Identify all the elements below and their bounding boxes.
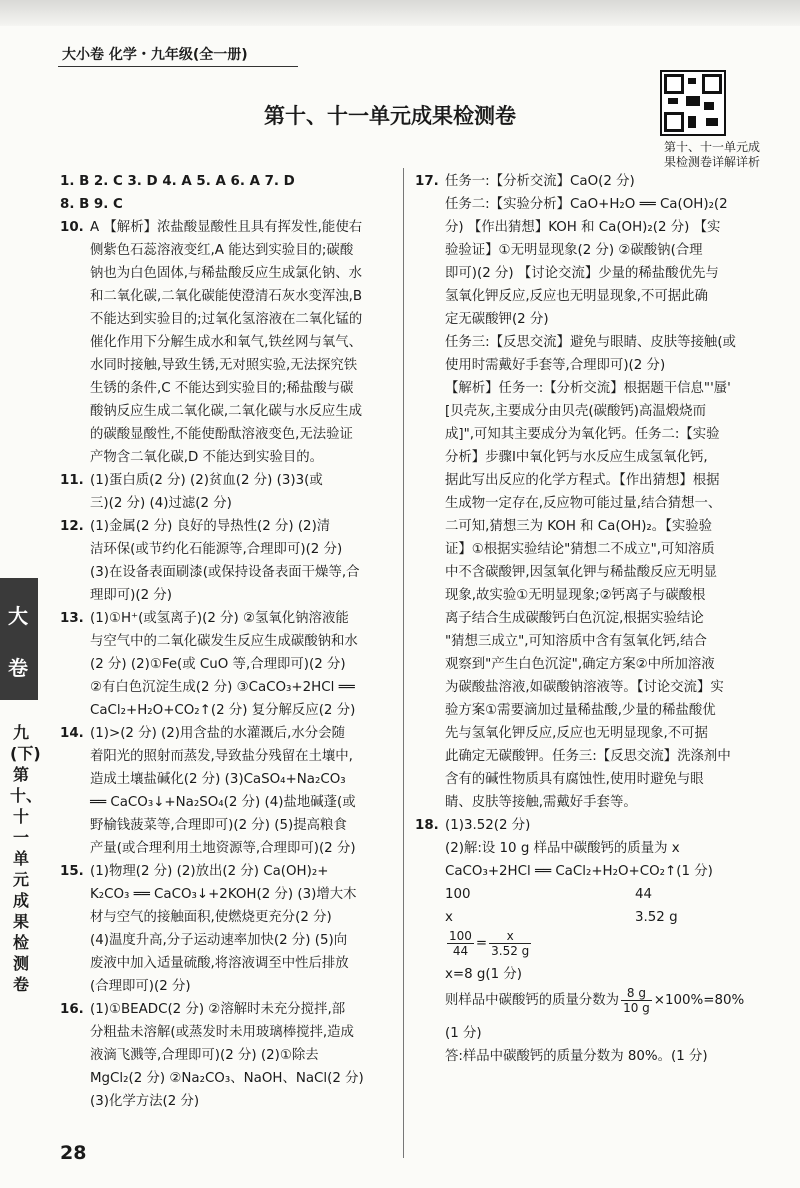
- proportion-equation: $\frac{100}{44}$ = $\frac{x}{3.52 g}$: [449, 929, 530, 958]
- qr-caption: 第十、十一单元成 果检测卷详解详析: [663, 140, 760, 169]
- percentage-line: 则样品中碳酸钙的质量分数为 $\frac{8 g}{10 g}$ ×100%=80%: [445, 986, 745, 1015]
- book-header: 大小卷 化学・九年级(全一册): [62, 47, 248, 63]
- question-13: 13. (1)①H⁺(或氢离子)(2 分) ②氢氧化钠溶液能 与空气中的二氧化碳发生反应生成碳酸钠和水 (2 分) (2)①Fe(或 CuO 等,合理即可)(2 分) ②有白色沉淀生成(2 分) ③CaCO₃+2HCl ══ CaCl₂+H₂O+CO₂↑(2 分) 复分解反应(2 分): [60, 611, 358, 718]
- scan-edge: [0, 0, 800, 26]
- qr-code-icon[interactable]: [660, 70, 726, 136]
- right-column: [415, 170, 760, 1068]
- mass-row: x 3.52 g: [445, 910, 678, 925]
- question-15: 15. (1)物理(2 分) (2)放出(2 分) Ca(OH)₂+ K₂CO₃ ══ CaCO₃↓+2KOH(2 分) (3)增大木 材与空气的接触面积,使燃烧更充分(2 分) (4)温度升高,分子运动速率加快(2 分) (5)向 废液中加入适量硫酸,将溶液调至中性后排放 (合理即可)(2 分): [60, 864, 357, 994]
- page-number: 28: [60, 1142, 87, 1164]
- side-vertical-label: 九(下) 第十、十一单元成果检测卷: [10, 723, 43, 994]
- molar-mass-row: 100 44: [445, 887, 653, 902]
- mc-answers-1: 1. B 2. C 3. D 4. A 5. A 6. A 7. D: [60, 174, 295, 189]
- side-tab: 大 卷: [0, 578, 38, 700]
- question-17: 17. 任务一:【分析交流】CaO(2 分) 任务二:【实验分析】CaO+H₂O ══ Ca(OH)₂(2 分) 【作出猜想】KOH 和 Ca(OH)₂(2 分) 【实 验验证】①无明显现象(2 分) ②碳酸钠(合理 即可)(2 分) 【讨论交流】少量的稀盐酸优先与 氢氧化钾反应,反应也无明显现象,不可据此确 定无碳酸钾(2 分) 任务三:【反思交流】避免与眼睛、皮肤等接触(或 使用时需戴好手套等,合理即可)(2 分) 【解析】任务一:【分析交流】根据题干信息"'蜃' [贝壳灰,主要成分由贝壳(碳酸钙)高温煅烧而 成]",可知其主要成分为氧化钙。任务二:【实验 分析】步骤Ⅰ中氧化钙与水反应生成氢氧化钙, 据此写出反应的化学方程式。【作出猜想】根据 生成物一定存在,反应物可能过量,结合猜想一、 二可知,猜想三为 KOH 和 Ca(OH)₂。【实验验 证】①根据实验结论"猜想二不成立",可知溶质 中不含碳酸钾,因氢氧化钾与稀盐酸反应无明显 现象,故实验①无明显现象;②钙离子与碳酸根 离子结合生成碳酸钙白色沉淀,根据实验结论 "猜想三成立",可知溶质中含有氢氧化钙,结合 观察到"产生白色沉淀",确定方案②中所加溶液 为碳酸盐溶液,如碳酸钠溶液等。【讨论交流】实 验方案①需要滴加过量稀盐酸,少量的稀盐酸优 先与氢氧化钾反应,反应也无明显现象,不可据 此确定无碳酸钾。任务三:【反思交流】洗涤剂中 含有的碱性物质具有腐蚀性,使用时避免与眼 睛、皮肤等接触,需戴好手套等。: [415, 174, 736, 810]
- left-column: [60, 170, 390, 1113]
- question-14: 14. (1)>(2 分) (2)用含盐的水灌溉后,水分会随 着阳光的照射而蒸发,导致盐分残留在土壤中, 造成土壤盐碱化(2 分) (3)CaSO₄+Na₂CO₃ ══ CaCO₃↓+Na₂SO₄(2 分) (4)盐地碱蓬(或 野榆钱菠菜等,合理即可)(2 分) (5)提高粮食 产量(或合理利用土地资源等,合理即可)(2 分): [60, 726, 356, 856]
- column-divider: [403, 168, 404, 1158]
- question-18: 18. (1)3.52(2 分) (2)解:设 10 g 样品中碳酸钙的质量为 x CaCO₃+2HCl ══ CaCl₂+H₂O+CO₂↑(1 分) 100 44 x 3.52 g $\frac{100}{44}$ = $\frac{x}{3.52 g}$ x=8 g(1 分) 则样品中碳酸钙的质量分数为 $\frac{8 g}{10 g}$ ×100%=80% (1 分) 答:样品中碳酸钙的质量分数为 80%。(1 分): [415, 814, 760, 1068]
- question-16: 16. (1)①BEADC(2 分) ②溶解时未充分搅拌,部 分粗盐未溶解(或蒸发时未用玻璃棒搅拌,造成 液滴飞溅等,合理即可)(2 分) (2)①除去 MgCl₂(2 分) ②Na₂CO₃、NaOH、NaCl(2 分) (3)化学方法(2 分): [60, 1002, 364, 1109]
- page-title: 第十、十一单元成果检测卷: [264, 104, 516, 128]
- header-rule: [58, 66, 298, 67]
- question-10: 10. A 【解析】浓盐酸显酸性且具有挥发性,能使右 侧紫色石蕊溶液变红,A 能达到实验目的;碳酸 钠也为白色固体,与稀盐酸反应生成氯化钠、水 和二氧化碳,二氧化碳能使澄清石灰水变浑浊,B 不能达到实验目的;过氧化氢溶液在二氧化锰的 催化作用下分解生成水和氧气,铁丝网与氧气、 水同时接触,导致生锈,无对照实验,无法探究铁 生锈的条件,C 不能达到实验目的;稀盐酸与碳 酸钠反应生成二氧化碳,二氧化碳与水反应生成 的碳酸显酸性,不能使酚酞溶液变色,无法验证 产物含二氧化碳,D 不能达到实验目的。: [60, 220, 363, 465]
- question-12: 12. (1)金属(2 分) 良好的导热性(2 分) (2)清 洁环保(或节约化石能源等,合理即可)(2 分) (3)在设备表面刷漆(或保持设备表面干燥等,合 理即可)(2 分): [60, 519, 360, 603]
- mc-answers-2: 8. B 9. C: [60, 197, 123, 212]
- question-11: 11. (1)蛋白质(2 分) (2)贫血(2 分) (3)3(或 三)(2 分) (4)过滤(2 分): [60, 473, 323, 511]
